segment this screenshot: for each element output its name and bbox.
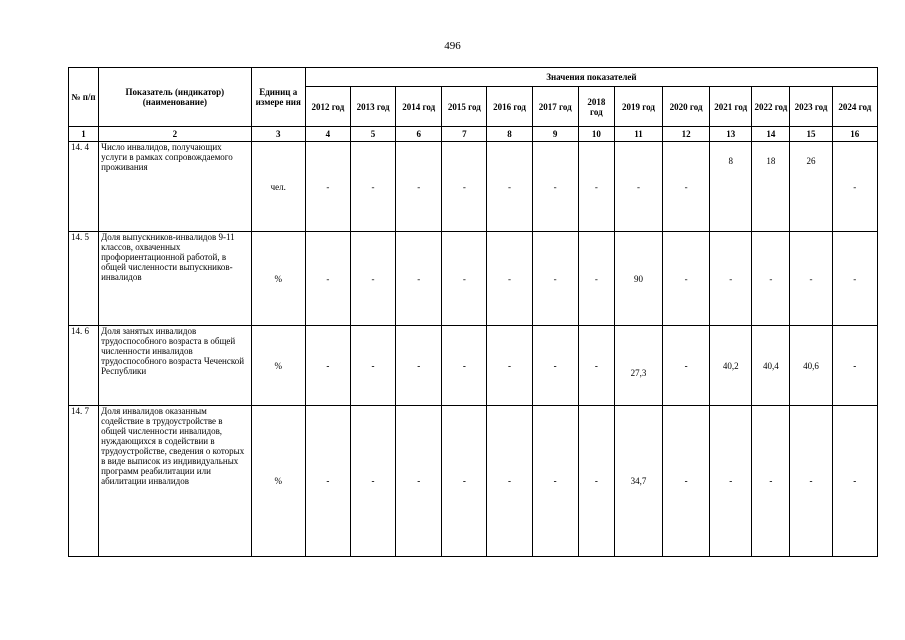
row-value: - [350, 142, 395, 232]
row-value: 90 [614, 232, 662, 326]
row-value: 40,4 [752, 326, 790, 406]
row-value: - [663, 142, 710, 232]
row-value: - [532, 326, 578, 406]
column-number: 13 [710, 127, 752, 142]
row-value: - [578, 142, 614, 232]
row-value: - [350, 232, 395, 326]
column-number: 10 [578, 127, 614, 142]
column-numbers-row [69, 127, 878, 142]
column-number: 11 [614, 127, 662, 142]
row-value: - [832, 232, 877, 326]
header-year: 2014 год [396, 87, 442, 127]
column-number: 3 [251, 127, 305, 142]
row-value: - [487, 326, 532, 406]
table-row [69, 406, 878, 557]
row-value: 18 [752, 142, 790, 232]
header-num: № п/п [69, 68, 99, 127]
row-value: - [396, 142, 442, 232]
column-number: 5 [350, 127, 395, 142]
row-indicator: Число инвалидов, получающих услуги в рамках сопровождаемого проживания [99, 142, 252, 232]
row-value: - [832, 326, 877, 406]
row-value: - [578, 232, 614, 326]
header-unit: Единиц а измере ния [251, 68, 305, 127]
row-value: - [532, 406, 578, 557]
header-year: 2018 год [578, 87, 614, 127]
row-unit: % [251, 326, 305, 406]
row-number: 14. 6 [69, 326, 99, 406]
row-value: 40,2 [710, 326, 752, 406]
row-value: - [305, 142, 350, 232]
column-number: 14 [752, 127, 790, 142]
row-value: - [396, 326, 442, 406]
row-unit: % [251, 406, 305, 557]
row-number: 14. 7 [69, 406, 99, 557]
row-number: 14. 4 [69, 142, 99, 232]
row-value: - [663, 406, 710, 557]
column-number: 4 [305, 127, 350, 142]
table-row [69, 326, 878, 406]
row-value: - [487, 142, 532, 232]
column-number: 6 [396, 127, 442, 142]
header-year: 2023 год [790, 87, 832, 127]
row-value: - [442, 232, 487, 326]
row-value: - [578, 326, 614, 406]
header-year: 2013 год [350, 87, 395, 127]
row-value: - [752, 406, 790, 557]
column-number: 7 [442, 127, 487, 142]
row-value: - [663, 232, 710, 326]
table-row [69, 142, 878, 232]
row-value: - [305, 406, 350, 557]
row-value: - [305, 326, 350, 406]
row-value: - [442, 142, 487, 232]
column-number: 8 [487, 127, 532, 142]
row-value: 34,7 [614, 406, 662, 557]
row-value: - [350, 326, 395, 406]
row-value: - [710, 406, 752, 557]
row-value: - [790, 232, 832, 326]
header-year: 2012 год [305, 87, 350, 127]
row-indicator: Доля занятых инвалидов трудоспособного возраста в общей численности инвалидов трудоспособного возраста Чеченской Республики [99, 326, 252, 406]
row-value: - [832, 406, 877, 557]
page-number: 496 [444, 40, 461, 52]
header-year: 2017 год [532, 87, 578, 127]
column-number: 2 [99, 127, 252, 142]
row-value: - [396, 406, 442, 557]
row-number: 14. 5 [69, 232, 99, 326]
row-value: - [350, 406, 395, 557]
row-value: - [442, 326, 487, 406]
column-number: 12 [663, 127, 710, 142]
row-value: - [790, 406, 832, 557]
row-value: - [396, 232, 442, 326]
column-number: 16 [832, 127, 877, 142]
header-year: 2022 год [752, 87, 790, 127]
header-year: 2016 год [487, 87, 532, 127]
row-value: 27,3 [614, 326, 662, 406]
row-value: - [832, 142, 877, 232]
row-value: - [663, 326, 710, 406]
header-year: 2021 год [710, 87, 752, 127]
header-year: 2019 год [614, 87, 662, 127]
header-year: 2024 год [832, 87, 877, 127]
header-year: 2020 год [663, 87, 710, 127]
row-value: - [532, 232, 578, 326]
row-value: - [710, 232, 752, 326]
column-number: 1 [69, 127, 99, 142]
row-indicator: Доля выпускников-инвалидов 9-11 классов, охваченных профориентационной работой, в общей численности выпускников-инвалидов [99, 232, 252, 326]
row-value: 26 [790, 142, 832, 232]
header-indicator: Показатель (индикатор) (наименование) [99, 68, 252, 127]
row-value: - [305, 232, 350, 326]
column-number: 15 [790, 127, 832, 142]
row-value: - [487, 232, 532, 326]
row-value: - [578, 406, 614, 557]
row-value: 8 [710, 142, 752, 232]
row-indicator: Доля инвалидов оказанным содействие в трудоустройстве в общей численности инвалидов, нуждающихся в содействии в трудоустройстве, сведения о которых в виде выписок из индивидуальных программ реабилитации или абилитации инвалидов [99, 406, 252, 557]
row-value: - [532, 142, 578, 232]
row-value: - [487, 406, 532, 557]
indicators-table [68, 67, 878, 557]
row-unit: % [251, 232, 305, 326]
header-year: 2015 год [442, 87, 487, 127]
header-values-title: Значения показателей [305, 68, 877, 87]
column-number: 9 [532, 127, 578, 142]
row-value: - [442, 406, 487, 557]
table-row [69, 232, 878, 326]
row-value: - [614, 142, 662, 232]
row-unit: чел. [251, 142, 305, 232]
row-value: 40,6 [790, 326, 832, 406]
row-value: - [752, 232, 790, 326]
